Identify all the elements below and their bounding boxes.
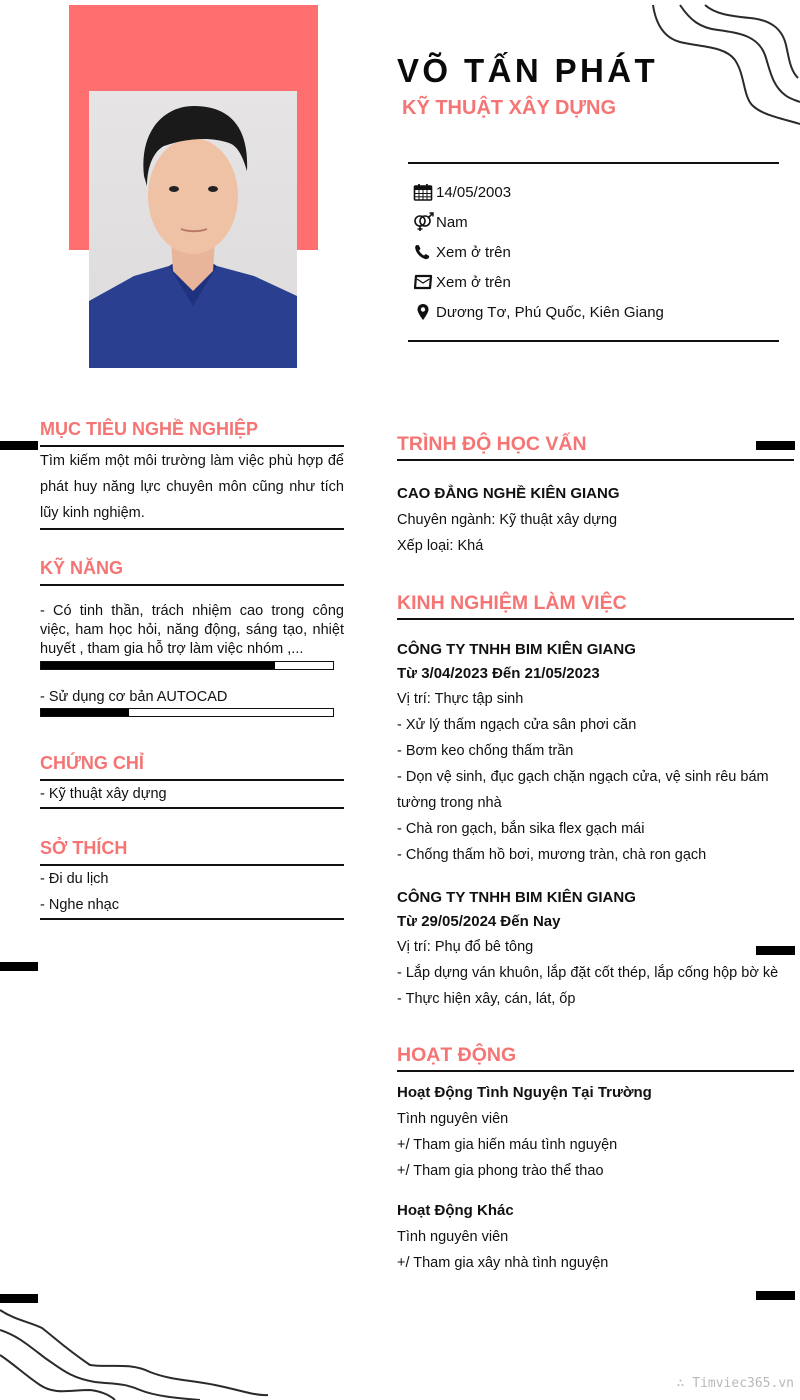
activity-name: Hoạt Động Tình Nguyện Tại Trường: [397, 1084, 652, 1101]
contact-email: [413, 267, 779, 297]
contact-value: Nam: [436, 213, 468, 231]
decorative-wave-bottom-left: [0, 1300, 290, 1400]
email-icon: [413, 272, 436, 292]
section-rule: [397, 459, 794, 461]
job-position: Vị trí: Phụ đổ bê tông: [397, 939, 534, 955]
profile-photo: [89, 91, 297, 368]
section-title: CHỨNG CHỈ: [40, 753, 144, 773]
activity-entry: [397, 1198, 794, 1276]
job-title: KỸ THUẬT XÂY DỰNG: [402, 97, 617, 119]
job-task: - Chà ron gạch, bắn sika flex gạch mái: [397, 821, 645, 837]
job-entry: [397, 886, 794, 1012]
contact-value: Xem ở trên: [436, 273, 511, 291]
contact-value: Xem ở trên: [436, 243, 511, 261]
gender-icon: [413, 212, 436, 232]
contact-info: [408, 162, 779, 342]
job-task: - Chống thấm hồ bơi, mương tràn, chà ron gạch: [397, 847, 707, 863]
section-title: TRÌNH ĐỘ HỌC VẤN: [397, 433, 587, 455]
activity-entry: [397, 1080, 794, 1184]
contact-value: Dương Tơ, Phú Quốc, Kiên Giang: [436, 303, 664, 321]
education-major: Chuyên ngành: Kỹ thuật xây dựng: [397, 512, 618, 528]
education-grade: Xếp loại: Khá: [397, 538, 484, 554]
edge-marker-left-3: [0, 1294, 38, 1303]
section-title: MỤC TIÊU NGHỀ NGHIỆP: [40, 419, 259, 439]
contact-birthdate: [413, 177, 779, 207]
hobby-item: - Đi du lịch: [40, 871, 109, 887]
objective-text: Tìm kiếm một môi trường làm việc phù hợp để phát huy năng lực chuyên môn cũng như tích lũy kinh nghiệm.: [40, 453, 344, 521]
company-name: CÔNG TY TNHH BIM KIÊN GIANG: [397, 641, 636, 658]
objective-section: [40, 418, 344, 530]
activity-detail: +/ Tham gia phong trào thể thao: [397, 1163, 604, 1179]
certificates-section: [40, 752, 344, 809]
edge-marker-right-3: [756, 1291, 795, 1300]
decorative-wave-top-right: [640, 0, 800, 130]
activity-role: Tình nguyên viên: [397, 1229, 509, 1245]
contact-phone: [413, 237, 779, 267]
contact-address: [413, 297, 779, 327]
job-period: Từ 3/04/2023 Đến 21/05/2023: [397, 665, 600, 682]
contact-value: 14/05/2003: [436, 183, 512, 201]
experience-section: [397, 592, 794, 1012]
skill-level-fill: [41, 709, 129, 716]
education-section: [397, 433, 794, 559]
school-name: CAO ĐẲNG NGHỀ KIÊN GIANG: [397, 485, 620, 502]
certificate-item: - Kỹ thuật xây dựng: [40, 786, 167, 802]
company-name: CÔNG TY TNHH BIM KIÊN GIANG: [397, 889, 636, 906]
section-title: HOẠT ĐỘNG: [397, 1044, 517, 1066]
skill-level-fill: [41, 662, 275, 669]
job-entry: [397, 638, 794, 868]
activity-detail: +/ Tham gia xây nhà tình nguyện: [397, 1255, 609, 1271]
activities-section: [397, 1044, 794, 1276]
section-rule: [40, 807, 344, 809]
job-task: - Lắp dựng ván khuôn, lắp đặt cốt thép, lắp cống hộp bờ kè: [397, 965, 779, 981]
activity-detail: +/ Tham gia hiến máu tình nguyện: [397, 1137, 618, 1153]
job-task: - Thực hiện xây, cán, lát, ốp: [397, 991, 576, 1007]
job-task: - Dọn vệ sinh, đục gạch chặn ngạch cửa, vệ sinh rêu bám tường trong nhà: [397, 769, 769, 811]
skill-item-label: - Sử dụng cơ bản AUTOCAD: [40, 689, 228, 705]
section-rule: [40, 528, 344, 530]
section-rule: [40, 918, 344, 920]
skill-item-label: - Có tinh thần, trách nhiệm cao trong công việc, ham học hỏi, năng động, sáng tạo, nhiệt huyết , tham gia hỗ trợ làm việc nhóm ,...: [40, 603, 344, 657]
skill-level-bar: [40, 661, 334, 670]
location-pin-icon: [413, 302, 436, 322]
section-title: SỞ THÍCH: [40, 838, 128, 858]
edge-marker-left-1: [0, 441, 38, 450]
section-rule: [40, 584, 344, 586]
hobbies-section: [40, 837, 344, 920]
job-position: Vị trí: Thực tập sinh: [397, 691, 524, 707]
section-rule: [397, 618, 794, 620]
section-rule: [397, 1070, 794, 1072]
contact-gender: [413, 207, 779, 237]
hobby-item: - Nghe nhạc: [40, 897, 119, 913]
phone-icon: [413, 242, 436, 262]
section-title: KINH NGHIỆM LÀM VIỆC: [397, 592, 627, 614]
candidate-name: VÕ TẤN PHÁT: [397, 52, 659, 89]
skill-level-bar: [40, 708, 334, 717]
calendar-icon: [413, 182, 436, 202]
section-rule: [40, 445, 344, 447]
edge-marker-left-2: [0, 962, 38, 971]
section-title: KỸ NĂNG: [40, 558, 124, 578]
job-task: - Xử lý thấm ngạch cửa sân phơi căn: [397, 717, 637, 733]
activity-name: Hoạt Động Khác: [397, 1202, 514, 1219]
skills-section: [40, 557, 344, 717]
watermark: ∴ Timviec365.vn: [676, 1376, 794, 1391]
job-period: Từ 29/05/2024 Đến Nay: [397, 913, 561, 930]
job-task: - Bơm keo chống thấm trần: [397, 743, 574, 759]
activity-role: Tình nguyên viên: [397, 1111, 509, 1127]
